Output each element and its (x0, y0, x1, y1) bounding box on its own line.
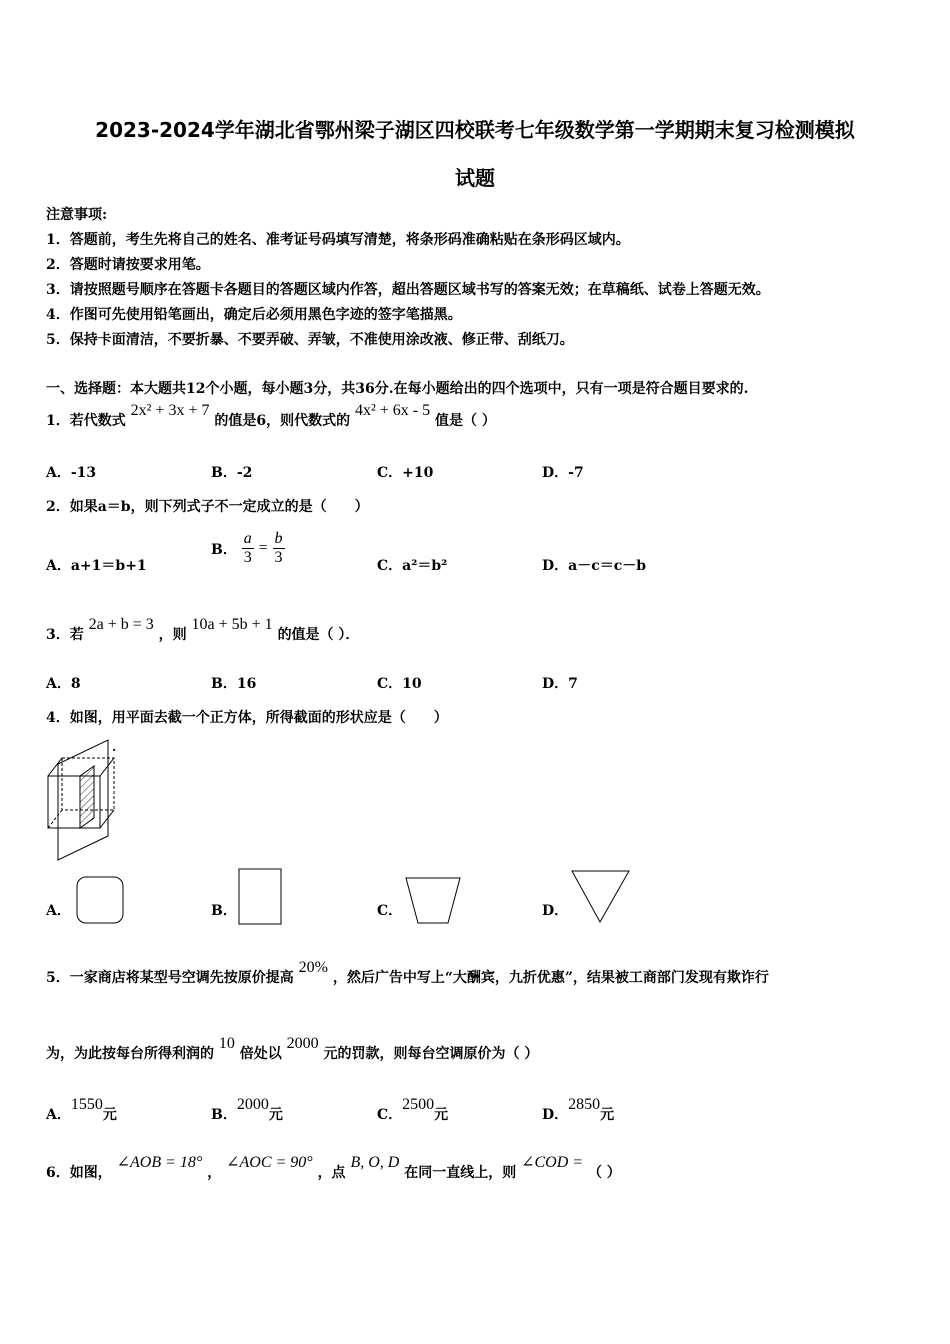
q5-times: 10 (218, 1035, 235, 1052)
question-5-line1 (46, 959, 769, 987)
q2-frac2-numerator: b (274, 530, 283, 547)
q2-equals: = (258, 539, 268, 557)
q5-option-a[interactable] (46, 1096, 117, 1124)
q5-option-a-value: 1550 (70, 1096, 103, 1113)
question-2: 2．如果a＝b，则下列式子不一定成立的是（ ） (46, 499, 369, 515)
cube-section-figure (40, 736, 130, 861)
exam-title-line2: 试题 (455, 166, 495, 190)
question-3 (46, 616, 360, 644)
q1-option-c[interactable]: C．+10 (377, 465, 434, 481)
q5-option-c-unit: 元 (434, 1107, 449, 1123)
q5-fine: 2000 (286, 1035, 319, 1052)
q5-option-d[interactable] (542, 1096, 615, 1124)
q5-option-c-value: 2500 (402, 1096, 435, 1113)
q4-option-a[interactable]: A． (46, 903, 71, 919)
q2-frac2-denominator: 3 (274, 549, 283, 566)
question-5-line2 (46, 1035, 539, 1063)
q5-option-c-label: C． (377, 1107, 403, 1123)
q3-suffix: 的值是（ ）． (277, 627, 360, 643)
q3-option-a[interactable]: A．8 (46, 676, 81, 692)
q5-option-a-label: A． (46, 1107, 71, 1123)
q5-option-a-unit: 元 (102, 1107, 117, 1123)
note-item-5: 5．保持卡面清洁，不要折暴、不要弄破、弄皱，不准使用涂改液、修正带、刮纸刀。 (46, 332, 574, 348)
q1-option-a[interactable]: A．-13 (46, 465, 97, 481)
q2-fraction-a-over-3 (242, 530, 254, 567)
q1-mid: 的值是6，则代数式的 (214, 413, 351, 429)
q6-mid: 在同一直线上，则 (404, 1165, 517, 1181)
q5-option-c[interactable] (377, 1096, 449, 1124)
q2-option-a[interactable]: A．a+1＝b+1 (46, 558, 147, 574)
q5-percent: 20% (298, 959, 328, 976)
section-heading: 一、选择题：本大题共12个小题，每小题3分，共36分.在每小题给出的四个选项中，只有一项是符合题目要求的. (46, 381, 749, 397)
q5-option-b-unit: 元 (268, 1107, 283, 1123)
note-item-1: 1．答题前，考生先将自己的姓名、准考证号码填写清楚，将条形码准确粘贴在条形码区域内。 (46, 232, 630, 248)
q1-prefix: 1．若代数式 (46, 413, 126, 429)
q1-suffix: 值是（ ） (435, 413, 496, 429)
q5-option-b-label: B． (211, 1107, 237, 1123)
q5-prefix: 5．一家商店将某型号空调先按原价提高 (46, 970, 294, 986)
q6-points-bod: B, O, D (350, 1154, 400, 1171)
q1-expression-2: 4x² + 6x - 5 (354, 402, 431, 419)
q3-mid: ，则 (158, 627, 187, 643)
q2-frac1-denominator: 3 (243, 549, 252, 566)
q2-option-d[interactable]: D．a－c＝c－b (542, 558, 647, 574)
note-item-2: 2．答题时请按要求用笔。 (46, 257, 210, 273)
q5-rest: ，然后广告中写上“大酬宾，九折优惠”，结果被工商部门发现有欺诈行 (332, 970, 769, 986)
question-1 (46, 402, 496, 430)
q5-option-d-unit: 元 (600, 1107, 615, 1123)
q2-frac1-numerator: a (243, 530, 252, 547)
q6-suffix: （ ） (587, 1165, 621, 1181)
q2-fraction-b-over-3 (273, 530, 285, 567)
q6-angle-cod: ∠COD = (521, 1154, 584, 1171)
rectangle-shape (238, 868, 284, 926)
note-item-3: 3．请按照题号顺序在答题卡各题目的答题区域内作答，超出答题区域书写的答案无效；在草稿纸、试卷上答题无效。 (46, 282, 770, 298)
q4-option-b[interactable]: B． (211, 903, 237, 919)
q2-option-b[interactable] (211, 530, 285, 567)
notes-heading: 注意事项: (46, 207, 108, 223)
q3-expression-2: 10a + 5b + 1 (191, 616, 273, 633)
note-item-4: 4．作图可先使用铅笔画出，确定后必须用黑色字迹的签字笔描黑。 (46, 307, 462, 323)
q2-option-c[interactable]: C．a²＝b² (377, 558, 448, 574)
q4-option-d[interactable]: D． (542, 903, 569, 919)
figure-dot: . (112, 740, 117, 754)
q4-option-c[interactable]: C． (377, 903, 403, 919)
q5-option-b-value: 2000 (236, 1096, 269, 1113)
q5-line2-mid: 倍处以 (239, 1046, 282, 1062)
q5-option-b[interactable] (211, 1096, 283, 1124)
q3-option-d[interactable]: D．7 (542, 676, 578, 692)
inverted-triangle-shape (570, 869, 632, 925)
q6-angle-aob: ∠AOB = 18° (116, 1154, 203, 1171)
q6-angle-aoc: ∠AOC = 90° (226, 1154, 313, 1171)
q5-line2-suffix: 元的罚款，则每台空调原价为（ ） (323, 1046, 539, 1062)
q3-option-c[interactable]: C．10 (377, 676, 422, 692)
q6-prefix: 6．如图， (46, 1165, 112, 1181)
q5-line2-prefix: 为，为此按每台所得利润的 (46, 1046, 214, 1062)
q6-sep2: ，点 (317, 1165, 346, 1181)
q3-expression-1: 2a + b = 3 (88, 616, 154, 633)
q2-option-b-label: B． (211, 541, 237, 558)
q1-expression-1: 2x² + 3x + 7 (130, 402, 210, 419)
q3-prefix: 3．若 (46, 627, 84, 643)
rounded-square-shape (76, 876, 126, 926)
question-4: 4．如图，用平面去截一个正方体，所得截面的形状应是（ ） (46, 710, 448, 726)
q5-option-d-value: 2850 (568, 1096, 601, 1113)
q1-option-b[interactable]: B．-2 (211, 465, 253, 481)
q5-option-d-label: D． (542, 1107, 569, 1123)
q1-option-d[interactable]: D．-7 (542, 465, 584, 481)
trapezoid-shape (404, 876, 462, 926)
q3-option-b[interactable]: B．16 (211, 676, 257, 692)
exam-title-line1: 2023-2024学年湖北省鄂州梁子湖区四校联考七年级数学第一学期期末复习检测模拟 (95, 118, 855, 142)
question-6 (46, 1154, 621, 1182)
q6-sep1: ， (207, 1165, 222, 1181)
